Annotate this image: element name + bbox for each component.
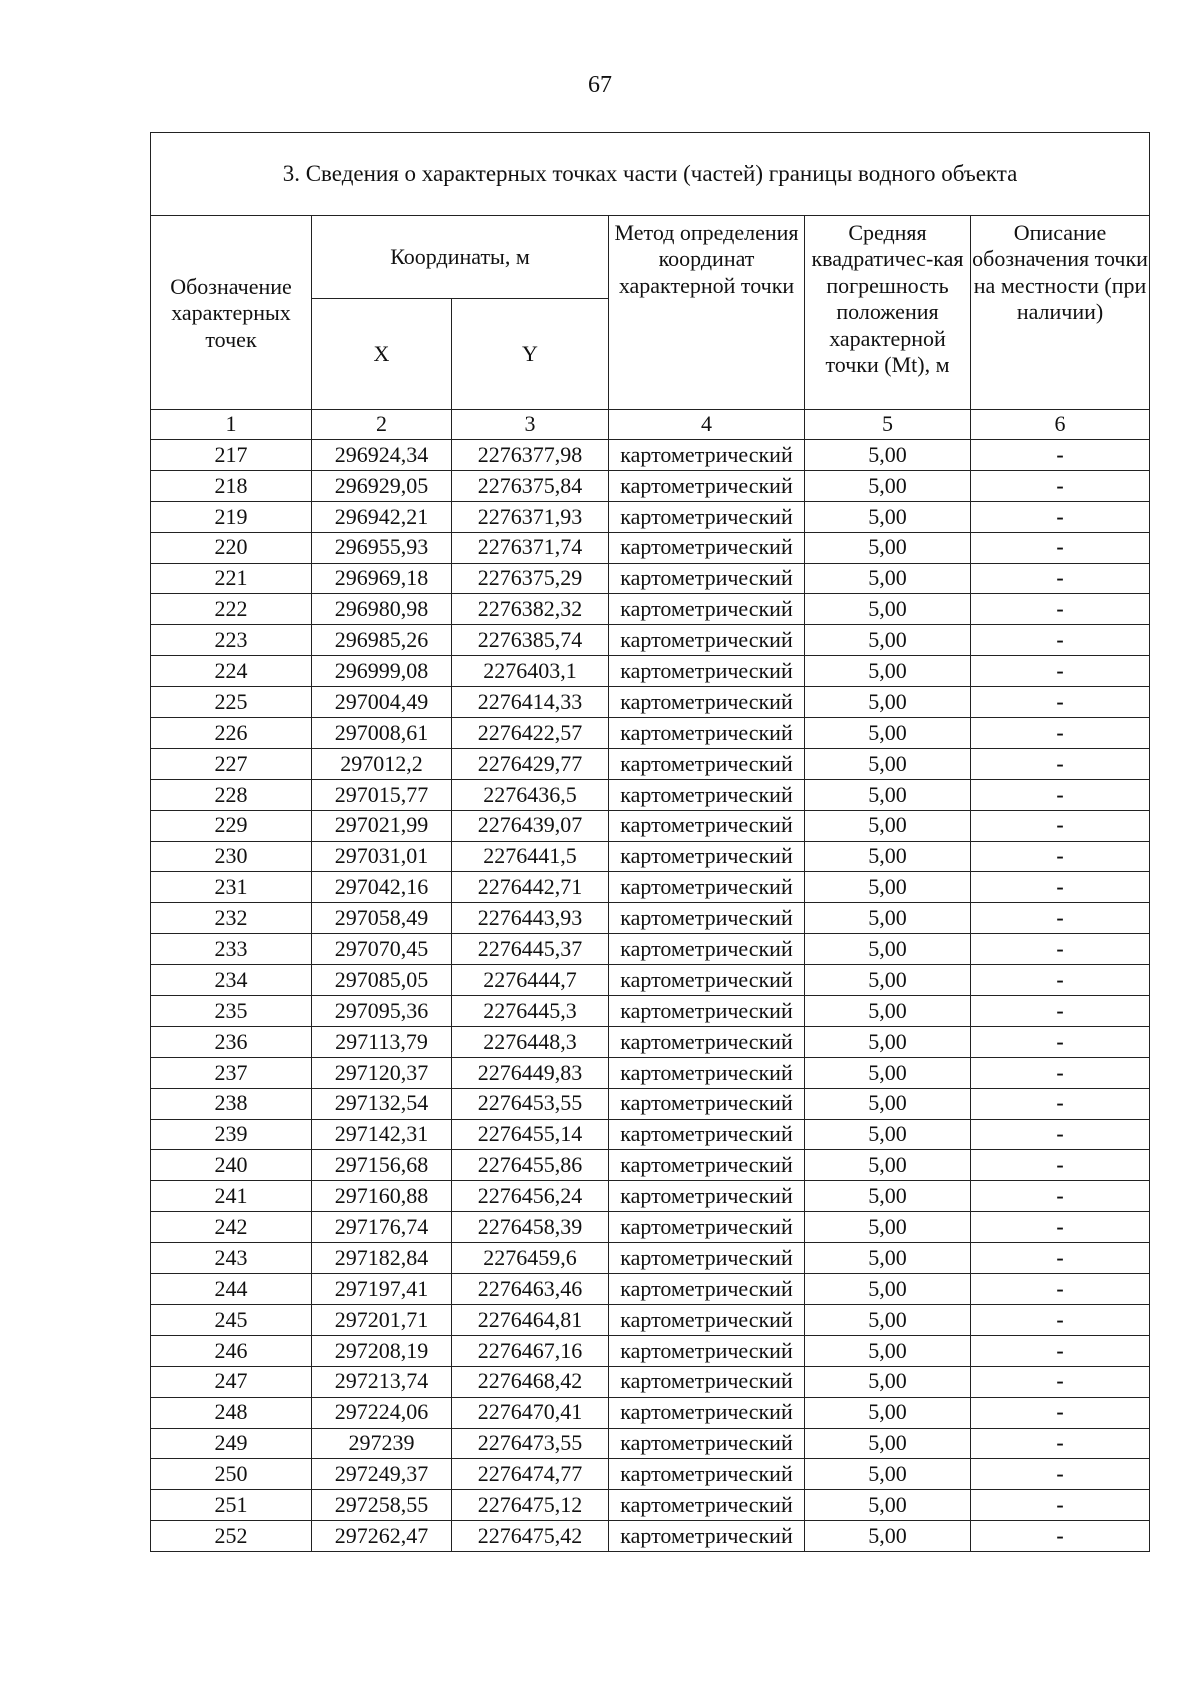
coord-x-cell: 296980,98 [312,594,452,625]
coord-y-cell: 2276371,74 [452,532,609,563]
coord-x-cell: 297004,49 [312,687,452,718]
point-id-cell: 217 [151,440,312,471]
error-cell: 5,00 [805,841,971,872]
coord-y-cell: 2276453,55 [452,1088,609,1119]
method-cell: картометрический [609,903,805,934]
coord-y-cell: 2276436,5 [452,779,609,810]
point-id-cell: 248 [151,1397,312,1428]
table-row [151,748,1150,779]
point-id-cell: 233 [151,934,312,965]
column-number: 4 [609,410,805,440]
method-cell: картометрический [609,563,805,594]
description-cell: - [971,1181,1150,1212]
description-cell: - [971,934,1150,965]
error-cell: 5,00 [805,1366,971,1397]
coord-y-cell: 2276467,16 [452,1335,609,1366]
description-cell: - [971,1212,1150,1243]
coord-x-cell: 297021,99 [312,810,452,841]
description-cell: - [971,594,1150,625]
coord-x-cell: 297213,74 [312,1366,452,1397]
table-row [151,440,1150,471]
description-cell: - [971,1428,1150,1459]
point-id-cell: 237 [151,1057,312,1088]
coord-y-cell: 2276475,12 [452,1490,609,1521]
description-cell: - [971,872,1150,903]
coord-y-cell: 2276468,42 [452,1366,609,1397]
coord-y-cell: 2276464,81 [452,1304,609,1335]
point-id-cell: 239 [151,1119,312,1150]
error-cell: 5,00 [805,1212,971,1243]
method-cell: картометрический [609,965,805,996]
header-y: Y [452,299,609,410]
coord-x-cell: 297201,71 [312,1304,452,1335]
description-cell: - [971,841,1150,872]
description-cell: - [971,903,1150,934]
description-cell: - [971,1366,1150,1397]
coord-x-cell: 297249,37 [312,1459,452,1490]
method-cell: картометрический [609,1057,805,1088]
error-cell: 5,00 [805,810,971,841]
coord-y-cell: 2276445,3 [452,996,609,1027]
point-id-cell: 242 [151,1212,312,1243]
coord-x-cell: 297113,79 [312,1026,452,1057]
table-row [151,470,1150,501]
table-row [151,501,1150,532]
description-cell: - [971,1335,1150,1366]
description-cell: - [971,501,1150,532]
error-cell: 5,00 [805,440,971,471]
coord-x-cell: 296955,93 [312,532,452,563]
method-cell: картометрический [609,1119,805,1150]
point-id-cell: 222 [151,594,312,625]
error-cell: 5,00 [805,1057,971,1088]
method-cell: картометрический [609,1397,805,1428]
method-cell: картометрический [609,1335,805,1366]
point-id-cell: 236 [151,1026,312,1057]
table-row [151,1366,1150,1397]
coord-x-cell: 297015,77 [312,779,452,810]
boundary-points-table [150,132,1150,1552]
description-cell: - [971,440,1150,471]
description-cell: - [971,1521,1150,1552]
table-row [151,934,1150,965]
coord-x-cell: 297208,19 [312,1335,452,1366]
coord-y-cell: 2276445,37 [452,934,609,965]
coord-x-cell: 296985,26 [312,625,452,656]
description-cell: - [971,1057,1150,1088]
error-cell: 5,00 [805,1274,971,1305]
point-id-cell: 223 [151,625,312,656]
point-id-cell: 245 [151,1304,312,1335]
method-cell: картометрический [609,470,805,501]
point-id-cell: 244 [151,1274,312,1305]
coord-y-cell: 2276459,6 [452,1243,609,1274]
error-cell: 5,00 [805,687,971,718]
point-id-cell: 238 [151,1088,312,1119]
description-cell: - [971,965,1150,996]
coord-x-cell: 297012,2 [312,748,452,779]
error-cell: 5,00 [805,501,971,532]
column-number-row [151,410,1150,440]
coord-y-cell: 2276444,7 [452,965,609,996]
error-cell: 5,00 [805,1428,971,1459]
point-id-cell: 218 [151,470,312,501]
coord-y-cell: 2276455,14 [452,1119,609,1150]
method-cell: картометрический [609,872,805,903]
point-id-cell: 235 [151,996,312,1027]
header-row-1 [151,216,1150,299]
point-id-cell: 234 [151,965,312,996]
table-row [151,1243,1150,1274]
coord-y-cell: 2276377,98 [452,440,609,471]
point-id-cell: 219 [151,501,312,532]
coord-y-cell: 2276382,32 [452,594,609,625]
method-cell: картометрический [609,1304,805,1335]
coord-y-cell: 2276441,5 [452,841,609,872]
coord-x-cell: 296942,21 [312,501,452,532]
coord-x-cell: 297085,05 [312,965,452,996]
description-cell: - [971,1274,1150,1305]
error-cell: 5,00 [805,1397,971,1428]
coord-x-cell: 297031,01 [312,841,452,872]
point-id-cell: 241 [151,1181,312,1212]
coord-x-cell: 296999,08 [312,656,452,687]
table-row [151,1459,1150,1490]
description-cell: - [971,748,1150,779]
error-cell: 5,00 [805,903,971,934]
table-row [151,841,1150,872]
table-row [151,810,1150,841]
table-row [151,1490,1150,1521]
error-cell: 5,00 [805,1459,971,1490]
coord-x-cell: 297156,68 [312,1150,452,1181]
point-id-cell: 240 [151,1150,312,1181]
coord-x-cell: 297176,74 [312,1212,452,1243]
point-id-cell: 230 [151,841,312,872]
column-number: 1 [151,410,312,440]
error-cell: 5,00 [805,625,971,656]
coord-y-cell: 2276449,83 [452,1057,609,1088]
description-cell: - [971,1150,1150,1181]
point-id-cell: 232 [151,903,312,934]
method-cell: картометрический [609,687,805,718]
coord-y-cell: 2276474,77 [452,1459,609,1490]
header-coordinates: Координаты, м [312,216,609,299]
coord-x-cell: 296929,05 [312,470,452,501]
coord-x-cell: 297142,31 [312,1119,452,1150]
error-cell: 5,00 [805,718,971,749]
point-id-cell: 247 [151,1366,312,1397]
description-cell: - [971,1119,1150,1150]
section-title: 3. Сведения о характерных точках части (частей) границы водного объекта [151,133,1150,216]
table-row [151,965,1150,996]
coord-y-cell: 2276463,46 [452,1274,609,1305]
point-id-cell: 221 [151,563,312,594]
point-id-cell: 251 [151,1490,312,1521]
column-number: 5 [805,410,971,440]
coord-y-cell: 2276375,29 [452,563,609,594]
table-row [151,1521,1150,1552]
error-cell: 5,00 [805,1490,971,1521]
coord-x-cell: 297042,16 [312,872,452,903]
coord-y-cell: 2276442,71 [452,872,609,903]
table-row [151,718,1150,749]
table-row [151,656,1150,687]
coord-y-cell: 2276429,77 [452,748,609,779]
method-cell: картометрический [609,779,805,810]
point-id-cell: 252 [151,1521,312,1552]
coord-y-cell: 2276371,93 [452,501,609,532]
description-cell: - [971,563,1150,594]
error-cell: 5,00 [805,563,971,594]
coord-y-cell: 2276439,07 [452,810,609,841]
error-cell: 5,00 [805,1335,971,1366]
point-id-cell: 246 [151,1335,312,1366]
table-row [151,1026,1150,1057]
description-cell: - [971,656,1150,687]
method-cell: картометрический [609,1521,805,1552]
method-cell: картометрический [609,625,805,656]
coord-x-cell: 297224,06 [312,1397,452,1428]
point-id-cell: 231 [151,872,312,903]
description-cell: - [971,1397,1150,1428]
error-cell: 5,00 [805,1150,971,1181]
point-id-cell: 243 [151,1243,312,1274]
error-cell: 5,00 [805,656,971,687]
point-id-cell: 226 [151,718,312,749]
error-cell: 5,00 [805,1181,971,1212]
header-error: Средняя квадратичес-кая погрешность положения характерной точки (Mt), м [805,216,971,410]
description-cell: - [971,625,1150,656]
column-number: 6 [971,410,1150,440]
error-cell: 5,00 [805,872,971,903]
table-row [151,1397,1150,1428]
coord-x-cell: 296924,34 [312,440,452,471]
description-cell: - [971,1088,1150,1119]
coord-y-cell: 2276455,86 [452,1150,609,1181]
error-cell: 5,00 [805,1026,971,1057]
error-cell: 5,00 [805,748,971,779]
coord-y-cell: 2276443,93 [452,903,609,934]
coord-x-cell: 297132,54 [312,1088,452,1119]
description-cell: - [971,718,1150,749]
description-cell: - [971,1459,1150,1490]
coord-x-cell: 297008,61 [312,718,452,749]
method-cell: картометрический [609,1459,805,1490]
table-row [151,594,1150,625]
table-row [151,563,1150,594]
error-cell: 5,00 [805,1243,971,1274]
coord-x-cell: 297197,41 [312,1274,452,1305]
table-row [151,872,1150,903]
method-cell: картометрический [609,1274,805,1305]
description-cell: - [971,687,1150,718]
point-id-cell: 228 [151,779,312,810]
description-cell: - [971,470,1150,501]
method-cell: картометрический [609,748,805,779]
error-cell: 5,00 [805,779,971,810]
coord-x-cell: 296969,18 [312,563,452,594]
point-id-cell: 250 [151,1459,312,1490]
coord-x-cell: 297239 [312,1428,452,1459]
error-cell: 5,00 [805,470,971,501]
coord-y-cell: 2276448,3 [452,1026,609,1057]
method-cell: картометрический [609,810,805,841]
error-cell: 5,00 [805,934,971,965]
error-cell: 5,00 [805,996,971,1027]
coord-y-cell: 2276385,74 [452,625,609,656]
point-id-cell: 229 [151,810,312,841]
method-cell: картометрический [609,532,805,563]
column-number: 2 [312,410,452,440]
table-row [151,1274,1150,1305]
table-row [151,1212,1150,1243]
description-cell: - [971,810,1150,841]
method-cell: картометрический [609,501,805,532]
method-cell: картометрический [609,1212,805,1243]
coord-y-cell: 2276422,57 [452,718,609,749]
method-cell: картометрический [609,1150,805,1181]
table-row [151,1057,1150,1088]
table-row [151,1428,1150,1459]
header-description: Описание обозначения точки на местности (при наличии) [971,216,1150,410]
point-id-cell: 224 [151,656,312,687]
method-cell: картометрический [609,656,805,687]
error-cell: 5,00 [805,1119,971,1150]
error-cell: 5,00 [805,965,971,996]
description-cell: - [971,779,1150,810]
description-cell: - [971,1490,1150,1521]
error-cell: 5,00 [805,1521,971,1552]
coord-y-cell: 2276414,33 [452,687,609,718]
method-cell: картометрический [609,1181,805,1212]
description-cell: - [971,996,1150,1027]
coord-y-cell: 2276375,84 [452,470,609,501]
coord-x-cell: 297160,88 [312,1181,452,1212]
method-cell: картометрический [609,718,805,749]
coord-y-cell: 2276470,41 [452,1397,609,1428]
table-row [151,1335,1150,1366]
method-cell: картометрический [609,841,805,872]
column-number: 3 [452,410,609,440]
point-id-cell: 227 [151,748,312,779]
point-id-cell: 249 [151,1428,312,1459]
coord-x-cell: 297070,45 [312,934,452,965]
method-cell: картометрический [609,594,805,625]
page-number: 67 [588,72,612,98]
error-cell: 5,00 [805,532,971,563]
method-cell: картометрический [609,1428,805,1459]
description-cell: - [971,1243,1150,1274]
description-cell: - [971,1026,1150,1057]
method-cell: картометрический [609,996,805,1027]
method-cell: картометрический [609,1490,805,1521]
method-cell: картометрический [609,1366,805,1397]
coord-x-cell: 297095,36 [312,996,452,1027]
description-cell: - [971,532,1150,563]
table-row [151,1150,1150,1181]
method-cell: картометрический [609,1026,805,1057]
coord-y-cell: 2276458,39 [452,1212,609,1243]
table-row [151,1088,1150,1119]
table-row [151,779,1150,810]
description-cell: - [971,1304,1150,1335]
header-designation: Обозначение характерных точек [151,216,312,410]
table-row [151,687,1150,718]
coord-y-cell: 2276473,55 [452,1428,609,1459]
table-row [151,625,1150,656]
table-row [151,1119,1150,1150]
method-cell: картометрический [609,440,805,471]
error-cell: 5,00 [805,1304,971,1335]
header-x: X [312,299,452,410]
coord-x-cell: 297262,47 [312,1521,452,1552]
point-id-cell: 220 [151,532,312,563]
section-title-row [151,133,1150,216]
coord-x-cell: 297182,84 [312,1243,452,1274]
coord-y-cell: 2276475,42 [452,1521,609,1552]
coord-y-cell: 2276403,1 [452,656,609,687]
method-cell: картометрический [609,1088,805,1119]
method-cell: картометрический [609,934,805,965]
table-row [151,532,1150,563]
table-row [151,996,1150,1027]
coord-y-cell: 2276456,24 [452,1181,609,1212]
header-method: Метод определения координат характерной точки [609,216,805,410]
point-id-cell: 225 [151,687,312,718]
table-row [151,1181,1150,1212]
error-cell: 5,00 [805,594,971,625]
table-row [151,1304,1150,1335]
coord-x-cell: 297058,49 [312,903,452,934]
coord-x-cell: 297120,37 [312,1057,452,1088]
table-row [151,903,1150,934]
coord-x-cell: 297258,55 [312,1490,452,1521]
method-cell: картометрический [609,1243,805,1274]
error-cell: 5,00 [805,1088,971,1119]
